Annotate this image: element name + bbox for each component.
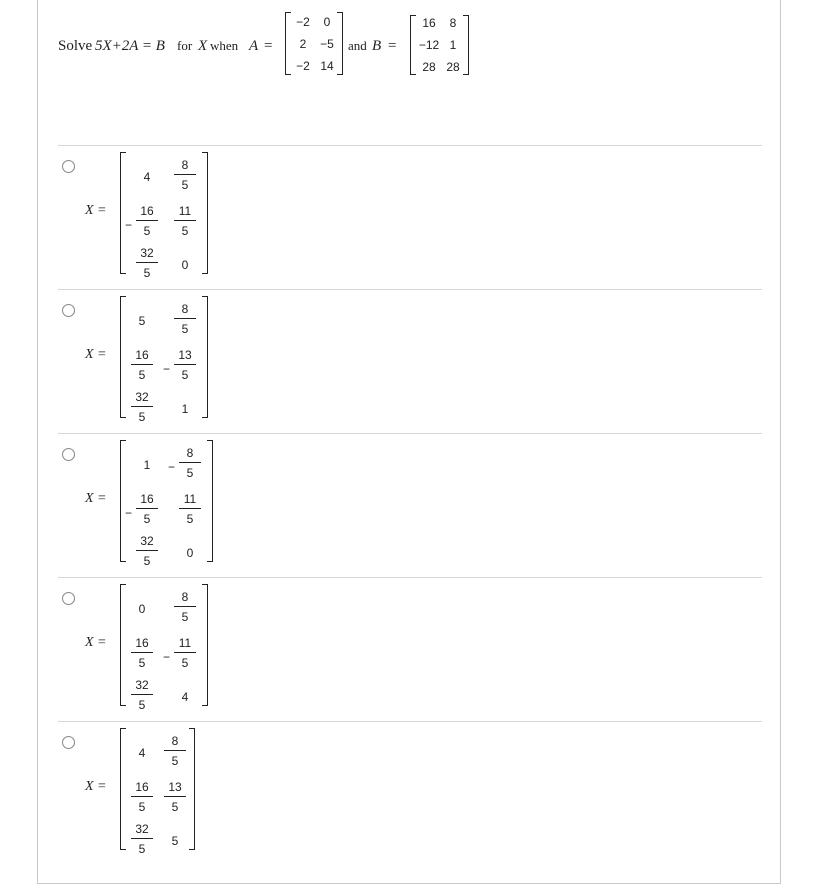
fraction-denominator: 5	[143, 224, 151, 238]
fraction-denominator: 5	[181, 610, 189, 624]
matrix-b-cell: 28	[422, 60, 436, 74]
fraction-denominator: 5	[138, 842, 146, 856]
fraction-denominator: 5	[181, 224, 189, 238]
answer-option-4	[58, 578, 762, 721]
matrix-a-cell: −2	[296, 15, 310, 29]
fraction-numerator: 8	[181, 590, 189, 604]
matrix-entry: 4	[181, 690, 189, 704]
answer-matrix	[120, 728, 195, 856]
left-bracket	[120, 728, 126, 850]
left-bracket	[120, 440, 126, 562]
fraction-bar	[131, 406, 153, 407]
fraction-denominator: 5	[186, 466, 194, 480]
matrix-b-cell: 16	[422, 16, 436, 30]
fraction-denominator: 5	[171, 754, 179, 768]
variable-x: X	[198, 38, 208, 54]
fraction-bar	[136, 508, 158, 509]
fraction	[131, 348, 153, 382]
answer-matrix	[120, 584, 208, 712]
fraction-bar	[174, 606, 196, 607]
minus-sign: −	[125, 218, 133, 232]
fraction	[174, 636, 196, 670]
fraction-denominator: 5	[138, 410, 146, 424]
answer-option-3	[58, 434, 762, 577]
fraction	[164, 734, 186, 768]
radio-button[interactable]	[62, 736, 75, 749]
matrix-a-cell: −2	[296, 59, 310, 73]
answer-matrix	[120, 440, 213, 568]
minus-sign: −	[163, 650, 171, 664]
fraction-bar	[131, 694, 153, 695]
label-b: B	[372, 38, 382, 54]
fraction	[131, 780, 153, 814]
equation: 5X+2A = B	[95, 38, 165, 54]
fraction-numerator: 32	[135, 390, 149, 404]
fraction-bar	[131, 838, 153, 839]
fraction-numerator: 16	[135, 780, 149, 794]
answer-matrix	[120, 296, 208, 424]
minus-sign: −	[163, 362, 171, 376]
matrix-entry: 1	[181, 402, 189, 416]
answer-option-1	[58, 146, 762, 289]
fraction	[136, 492, 158, 526]
right-bracket	[202, 296, 208, 418]
matrix-b-cell: 8	[449, 16, 457, 30]
for-text: for	[177, 38, 193, 53]
fraction-denominator: 5	[181, 656, 189, 670]
right-bracket	[202, 152, 208, 274]
fraction-numerator: 16	[140, 204, 154, 218]
fraction-denominator: 5	[181, 368, 189, 382]
answer-label: X =	[85, 347, 107, 362]
fraction-numerator: 13	[168, 780, 182, 794]
fraction-denominator: 5	[181, 178, 189, 192]
fraction-bar	[131, 652, 153, 653]
fraction-denominator: 5	[143, 554, 151, 568]
fraction-numerator: 8	[181, 302, 189, 316]
answer-option-5	[58, 722, 762, 865]
fraction-bar	[174, 220, 196, 221]
right-bracket	[207, 440, 213, 562]
matrix-entry: 0	[138, 602, 146, 616]
matrix-entry: 4	[138, 746, 146, 760]
fraction	[174, 302, 196, 336]
fraction	[131, 636, 153, 670]
fraction	[164, 780, 186, 814]
right-bracket	[202, 584, 208, 706]
matrix-entry: 0	[181, 258, 189, 272]
fraction-numerator: 13	[178, 348, 192, 362]
fraction-numerator: 32	[140, 534, 154, 548]
fraction	[179, 492, 201, 526]
fraction-bar	[136, 262, 158, 263]
fraction-numerator: 11	[178, 636, 192, 650]
equals-a: =	[264, 38, 273, 54]
matrix-b-cell: 1	[449, 38, 457, 52]
left-bracket	[120, 296, 126, 418]
matrix-a-cell: 2	[299, 37, 307, 51]
matrix-entry: 0	[186, 546, 194, 560]
fraction	[174, 590, 196, 624]
fraction-bar	[174, 318, 196, 319]
fraction-denominator: 5	[138, 800, 146, 814]
fraction	[179, 446, 201, 480]
radio-button[interactable]	[62, 304, 75, 317]
answer-option-2	[58, 290, 762, 433]
fraction-denominator: 5	[186, 512, 194, 526]
left-bracket	[120, 152, 126, 274]
fraction	[174, 348, 196, 382]
fraction-denominator: 5	[138, 368, 146, 382]
answer-label: X =	[85, 203, 107, 218]
matrix-entry: 5	[171, 834, 179, 848]
matrix-b-cell: 28	[446, 60, 460, 74]
fraction	[131, 390, 153, 424]
answer-label: X =	[85, 779, 107, 794]
fraction	[136, 534, 158, 568]
matrix-b-cell: −12	[418, 38, 440, 52]
matrix-b	[410, 15, 469, 75]
answer-label: X =	[85, 635, 107, 650]
minus-sign: −	[168, 460, 176, 474]
left-bracket	[120, 584, 126, 706]
fraction-denominator: 5	[143, 266, 151, 280]
matrix-a-cell: 14	[320, 59, 334, 73]
fraction-numerator: 11	[178, 204, 192, 218]
equals-b: =	[388, 38, 397, 54]
answer-matrix	[120, 152, 208, 280]
matrix-entry: 4	[143, 170, 151, 184]
fraction-numerator: 16	[135, 348, 149, 362]
matrix-entry: 1	[143, 458, 151, 472]
fraction-numerator: 32	[135, 822, 149, 836]
fraction	[174, 158, 196, 192]
fraction	[136, 204, 158, 238]
fraction-numerator: 32	[140, 246, 154, 260]
fraction-bar	[131, 364, 153, 365]
fraction-numerator: 32	[135, 678, 149, 692]
matrix-a	[285, 12, 343, 75]
and-text: and	[348, 38, 367, 53]
fraction-bar	[174, 364, 196, 365]
question-prefix: Solve	[58, 38, 93, 54]
label-a: A	[249, 38, 259, 54]
right-bracket	[189, 728, 195, 850]
radio-button[interactable]	[62, 160, 75, 173]
matrix-a-cell: −5	[320, 37, 334, 51]
fraction-numerator: 16	[135, 636, 149, 650]
fraction-denominator: 5	[181, 322, 189, 336]
minus-sign: −	[125, 506, 133, 520]
radio-button[interactable]	[62, 448, 75, 461]
fraction-bar	[164, 796, 186, 797]
fraction-bar	[179, 508, 201, 509]
fraction-bar	[136, 220, 158, 221]
fraction	[136, 246, 158, 280]
fraction-denominator: 5	[143, 512, 151, 526]
fraction	[131, 678, 153, 712]
fraction-numerator: 8	[186, 446, 194, 460]
when-text: when	[210, 38, 239, 53]
fraction	[131, 822, 153, 856]
answer-label: X =	[85, 491, 107, 506]
radio-button[interactable]	[62, 592, 75, 605]
fraction-numerator: 8	[181, 158, 189, 172]
fraction-bar	[174, 174, 196, 175]
fraction-numerator: 8	[171, 734, 179, 748]
fraction-denominator: 5	[171, 800, 179, 814]
fraction-numerator: 16	[140, 492, 154, 506]
fraction	[174, 204, 196, 238]
fraction-denominator: 5	[138, 698, 146, 712]
fraction-bar	[179, 462, 201, 463]
fraction-bar	[174, 652, 196, 653]
fraction-bar	[131, 796, 153, 797]
fraction-bar	[164, 750, 186, 751]
fraction-denominator: 5	[138, 656, 146, 670]
matrix-a-cell: 0	[323, 15, 331, 29]
fraction-bar	[136, 550, 158, 551]
matrix-entry: 5	[138, 314, 146, 328]
fraction-numerator: 11	[183, 492, 197, 506]
